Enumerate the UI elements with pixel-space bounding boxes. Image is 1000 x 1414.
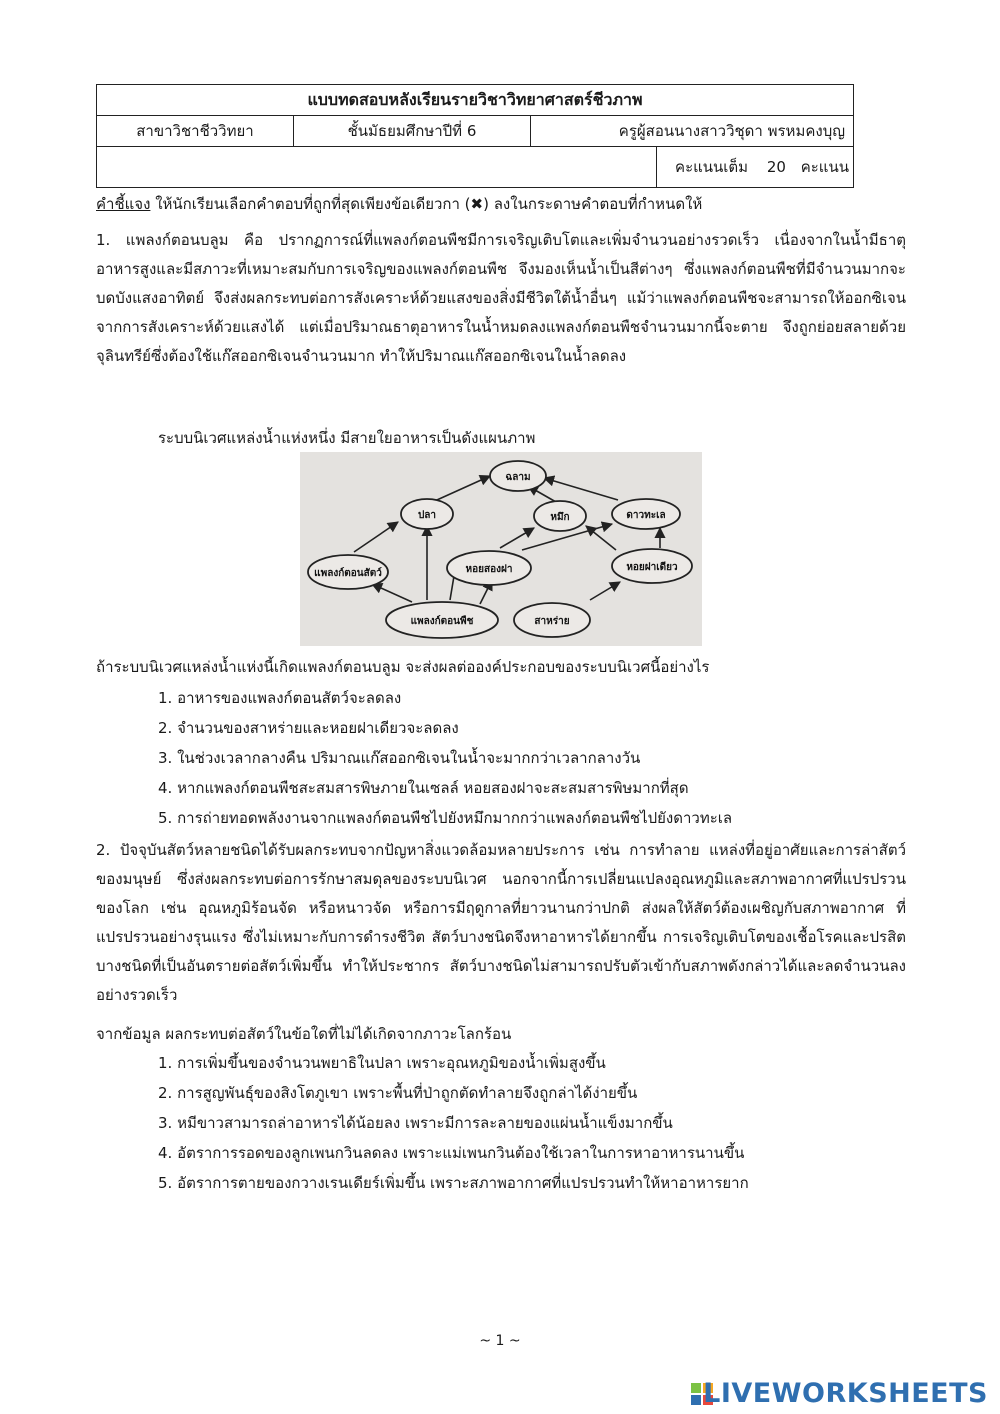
q1-intro: ระบบนิเวศแหล่งน้ำแห่งหนึ่ง มีสายใยอาหารเป็นดังแผนภาพ — [158, 429, 536, 447]
teacher-name: ครูผู้สอนนางสาววิชุดา พรหมคงบุญ — [531, 116, 854, 147]
arrow-algae-snail — [590, 582, 620, 600]
header-table — [96, 84, 854, 188]
instruction-text: ให้นักเรียนเลือกคำตอบที่ถูกที่สุดเพียงข้อเดียวกา (✖) ลงในกระดาษคำตอบที่กำหนดให้ — [150, 195, 703, 213]
arrow-phyto-zoo — [372, 584, 412, 602]
brand-name[interactable]: LIVEWORKSHEETS — [703, 1378, 988, 1409]
department: สาขาวิชาชีววิทยา — [97, 116, 294, 147]
label-squid: หมึก — [550, 512, 570, 523]
q2-option-5[interactable]: 5. อัตราการตายของกวางเรนเดียร์เพิ่มขึ้น เพราะสภาพอากาศที่แปรปรวนทำให้หาอาหารยาก — [158, 1174, 749, 1192]
test-title: แบบทดสอบหลังเรียนรายวิชาวิทยาศาสตร์ชีวภาพ — [97, 85, 854, 116]
instruction-label: คำชี้แจง — [96, 195, 151, 213]
label-starfish: ดาวทะเล — [626, 510, 666, 521]
q1-option-5[interactable]: 5. การถ่ายทอดพลังงานจากแพลงก์ตอนพืชไปยังหมึกมากกว่าแพลงก์ตอนพืชไปยังดาวทะเล — [158, 809, 733, 827]
q1-option-1[interactable]: 1. อาหารของแพลงก์ตอนสัตว์จะลดลง — [158, 689, 402, 707]
q2-question: จากข้อมูล ผลกระทบต่อสัตว์ในข้อใดที่ไม่ได้เกิดจากภาวะโลกร้อน — [96, 1025, 512, 1043]
arrow-clam-squid — [500, 528, 534, 548]
grade-level: ชั้นมัธยมศึกษาปีที่ 6 — [294, 116, 531, 147]
label-algae: สาหร่าย — [534, 616, 570, 627]
label-shark: ฉลาม — [505, 472, 531, 483]
q2-option-3[interactable]: 3. หมีขาวสามารถล่าอาหารได้น้อยลง เพราะมีการละลายของแผ่นน้ำแข็งมากขึ้น — [158, 1114, 673, 1132]
q2-option-4[interactable]: 4. อัตราการรอดของลูกเพนกวินลดลง เพราะแม่เพนกวินต้องใช้เวลาในการหาอาหารนานขึ้น — [158, 1144, 745, 1162]
label-fish: ปลา — [417, 510, 437, 521]
page-number: ~ 1 ~ — [479, 1333, 521, 1349]
q1-option-2[interactable]: 2. จำนวนของสาหร่ายและหอยฝาเดียวจะลดลง — [158, 719, 459, 737]
q1-option-3[interactable]: 3. ในช่วงเวลากลางคืน ปริมาณแก๊สออกซิเจนในน้ำจะมากกว่าเวลากลางวัน — [158, 749, 641, 767]
arrow-zoo-fish — [354, 522, 398, 552]
q2-passage: 2. ปัจจุบันสัตว์หลายชนิดได้รับผลกระทบจากปัญหาสิ่งแวดล้อมหลายประการ เช่น การทำลาย แหล่งที่อยู่อาศัยและการล่าสัตว์ของมนุษย์ ซึ่งส่งผลกระทบต่อการรักษาสมดุลของระบบนิเวศ นอกจากนี้การเปลี่ยนแปลงอุณหภูมิและสภาพอากาศที่แปรปรวนของโลก เช่น อุณหภูมิร้อนจัด หรือหนาวจัด หรือการมีฤดูกาลที่ยาวนานกว่าปกติ ส่งผลให้สัตว์ต้องเผชิญกับสภาพอากาศ ที่แปรปรวนอย่างรุนแรง ซึ่งไม่เหมาะกับการดำรงชีวิต สัตว์บางชนิดจึงหาอาหารได้ยากขึ้น การเจริญเติบโตของเชื้อโรคและปรสิตบางชนิดที่เป็นอันตรายต่อสัตว์เพิ่มขึ้น ทำให้ประชากร สัตว์บางชนิดไม่สามารถปรับตัวเข้ากับสภาพดังกล่าวได้และลดจำนวนลงอย่างรวดเร็ว — [96, 841, 906, 1004]
instructions — [96, 193, 916, 215]
label-snail: หอยฝาเดียว — [626, 562, 678, 573]
q1-question: ถ้าระบบนิเวศแหล่งน้ำแห่งนี้เกิดแพลงก์ตอนบลูม จะส่งผลต่อองค์ประกอบของระบบนิเวศนี้อย่างไร — [96, 658, 710, 676]
arrow-starfish-shark — [544, 478, 618, 500]
q2-option-1[interactable]: 1. การเพิ่มขึ้นของจำนวนพยาธิในปลา เพราะอุณหภูมิของน้ำเพิ่มสูงขึ้น — [158, 1054, 606, 1072]
food-web-diagram — [300, 452, 702, 646]
label-phytoplankton: แพลงก์ตอนพืช — [410, 616, 474, 627]
label-zooplankton: แพลงก์ตอนสัตว์ — [314, 568, 382, 579]
score-row — [97, 147, 854, 188]
q1-passage: 1. แพลงก์ตอนบลูม คือ ปรากฏการณ์ที่แพลงก์ตอนพืชมีการเจริญเติบโตและเพิ่มจำนวนอย่างรวดเร็ว เนื่องจากในน้ำมีธาตุอาหารสูงและมีสภาวะที่เหมาะสมกับการเจริญของแพลงก์ตอนพืช จึงมองเห็นน้ำเป็นสีต่างๆ ซึ่งแพลงก์ตอนพืชที่มีจำนวนมากจะบดบังแสงอาทิตย์ จึงส่งผลกระทบต่อการสังเคราะห์ด้วยแสงของสิ่งมีชีวิตใต้น้ำอื่นๆ แม้ว่าแพลงก์ตอนพืชจะสามารถให้ออกซิเจนจากการสังเคราะห์ด้วยแสงได้ แต่เมื่อปริมาณธาตุอาหารในน้ำหมดลงแพลงก์ตอนพืชจำนวนมากนี้จะตาย จึงถูกย่อยสลายด้วยจุลินทรีย์ซึ่งต้องใช้แก๊สออกซิเจนจำนวนมาก ทำให้ปริมาณแก๊สออกซิเจนในน้ำลดลง — [96, 231, 906, 365]
q1-option-4[interactable]: 4. หากแพลงก์ตอนพืชสะสมสารพิษภายในเซลล์ หอยสองฝาจะสะสมสารพิษมากที่สุด — [158, 779, 689, 797]
full-score: คะแนนเต็ม 20 คะแนน — [656, 147, 853, 187]
label-clam: หอยสองฝา — [465, 564, 513, 575]
q2-option-2[interactable]: 2. การสูญพันธุ์ของสิงโตภูเขา เพราะพื้นที่ป่าถูกตัดทำลายจึงถูกล่าได้ง่ายขึ้น — [158, 1084, 638, 1102]
arrow-snail-squid — [586, 526, 616, 550]
